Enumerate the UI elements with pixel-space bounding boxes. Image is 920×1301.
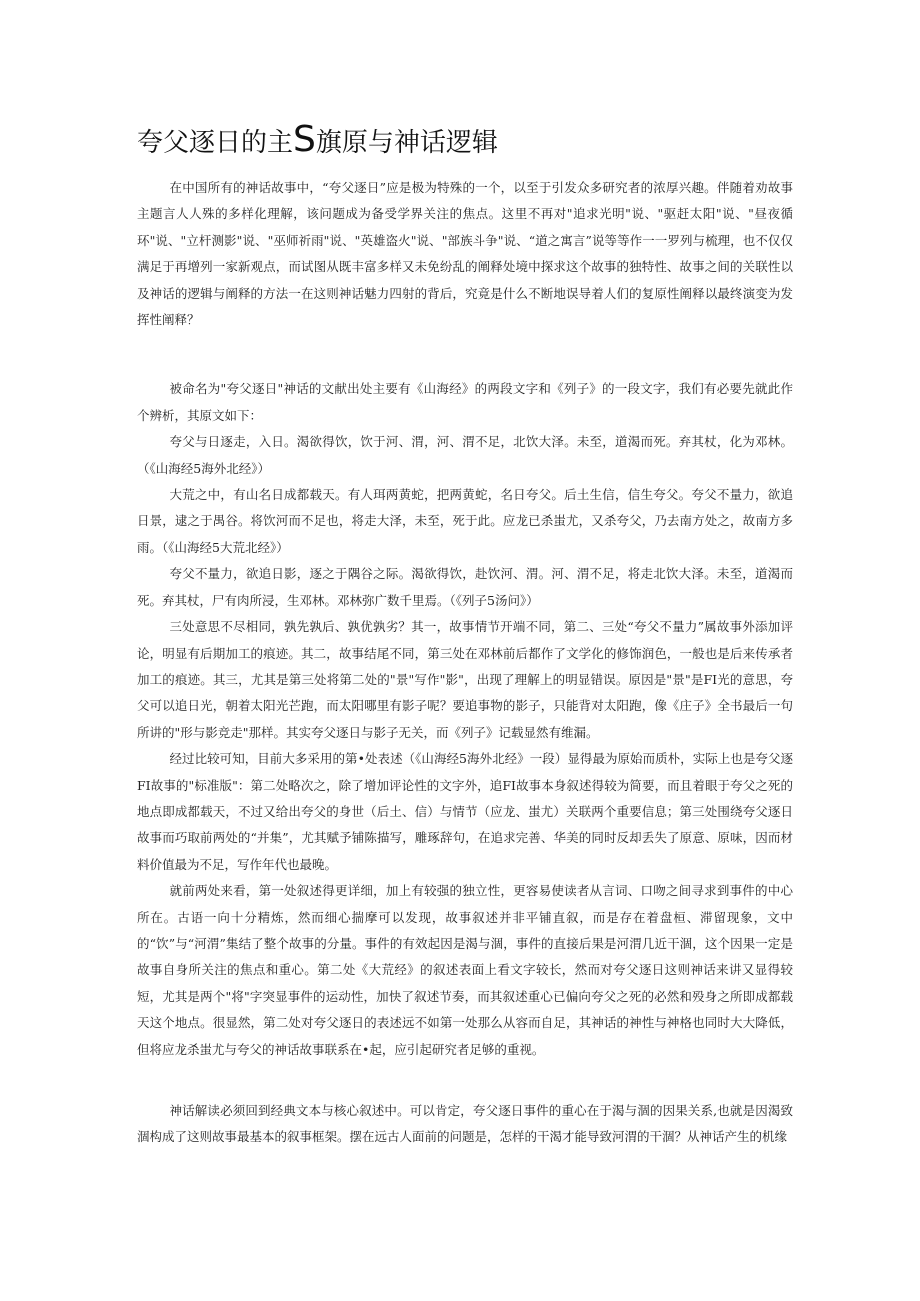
paragraph-interpretation: 神话解读必须回到经典文本与核心叙述中。可以肯定，夸父逐日事件的重心在于渴与涸的因果关系,也就是因渴致涸构成了这则故事最基本的叙事框架。摆在远古人面前的问题是，怎样的干渴才能导致河渭的干涸？从神话产生的机缘 <box>137 1103 793 1145</box>
paragraph-sources: 被命名为"夸父逐日"神话的文献出处主要有《山海经》的两段文字和《列子》的一段文字，我们有必要先就此作个辨析，其原文如下： <box>137 381 793 423</box>
quote-haiwai-beijing: 夸父与日逐走，入日。渴欲得饮，饮于河、渭，河、渭不足，北饮大泽。未至，道渴而死。弃其杖，化为邓林。（《山海经5海外北经》） <box>137 434 793 476</box>
title-part-1: 夸父逐日的主 <box>137 128 294 158</box>
quote-liezi-tangwen: 夸父不量力，欲追日影，逐之于隅谷之际。渴欲得饮，赴饮河、渭。河、渭不足，将走北饮大泽。未至，道渴而死。弃其杖，尸有肉所浸，生邓林。邓林弥广数千里焉。（《列子5汤问》） <box>137 566 793 608</box>
paragraph-analysis: 就前两处来看，第一处叙述得更详细，加上有较强的独立性，更容易使读者从言词、口吻之间寻求到事件的中心所在。古语一向十分精炼，然而细心揣摩可以发现，故事叙述并非平铺直叙，而是存在着盘桓、滞留现象，文中的“饮”与“河渭”集结了整个故事的分量。事件的有效起因是渴与涸，事件的直接后果是河渭几近干涸，这个因果一定是故事自身所关注的焦点和重心。第二处《大荒经》的叙述表面上看文字较长，然而对夸父逐日这则神话来讲又显得较短，尤其是两个"将"字突显事件的运动性，加快了叙述节奏，而其叙述重心已偏向夸父之死的必然和殁身之所即成都载天这个地点。很显然，第二处对夸父逐日的表述远不如第一处那么从容而自足，其神话的神性与神格也同时大大降低，但将应龙杀蚩尤与夸父的神话故事联系在•起，应引起研究者足够的重视。 <box>137 883 793 1057</box>
title-part-3: 旗原与神话逻辑 <box>315 128 498 158</box>
document-page <box>137 0 793 1151</box>
title-part-2: S <box>293 119 316 160</box>
document-title <box>137 119 793 161</box>
paragraph-comparison: 三处意思不尽相同，孰先孰后、孰优孰劣？其一，故事情节开端不同，第二、三处“夸父不量力”属故事外添加评论，明显有后期加工的痕迹。其二，故事结尾不同，第三处在邓林前后都作了文学化的修饰润色，一般也是后来传承者加工的痕迹。其三，尤其是第三处将第二处的"景"写作"影"，出现了理解上的明显错误。原因是"景"是FI光的意思，夸父可以追日光，朝着太阳光芒跑，而太阳哪里有影子呢？要追事物的影子，只能背对太阳跑，像《庄子》全书最后一句所讲的"形与影竞走"那样。其实夸父逐日与影子无关，而《列子》记载显然有维漏。 <box>137 619 793 740</box>
quote-dahuang-beijing: 大荒之中，有山名日成都载天。有人珥两黄蛇，把两黄蛇，名日夸父。后土生信，信生夸父。夸父不量力，欲追日景，逮之于禺谷。将饮河而不足也，将走大泽，未至，死于此。应龙已杀蚩尤，又杀夸父，乃去南方处之，故南方多雨。（《山海经5大荒北经》） <box>137 487 793 555</box>
paragraph-intro: 在中国所有的神话故事中，“夸父逐日”应是极为特殊的一个，以至于引发众多研究者的浓厚兴趣。伴随着劝故事主题言人人殊的多样化理解，该问题成为备受学界关注的焦点。这里不再对"追求光明"说、"驱赶太阳"说、"昼夜循环"说、"立杆测影"说、"巫师祈雨"说、"英雄盗火"说、"部族斗争"说、“道之寓言”说等等作一一罗列与梳理，也不仅仅满足于再增列一家新观点，而试图从既丰富多样又未免纷乱的阐释处境中探求这个故事的独特性、故事之间的关联性以及神话的逻辑与阐释的方法一在这则神话魅力四射的背后，究竟是什么不断地误导着人们的复原性阐释以最终演变为发挥性阐释？ <box>137 180 793 328</box>
paragraph-evaluation: 经过比较可知，目前大多采用的第•处表述（《山海经5海外北经》一段）显得最为原始而质朴，实际上也是夸父逐FI故事的"标准版"：第二处略次之，除了增加评论性的文字外，追FI故事本身叙述得较为简要，而且着眼于夸父之死的地点即成都载天，不过又给出夸父的身世（后土、信）与情节（应龙、蚩尤）关联两个重要信息；第三处围绕夸父逐日故事而巧取前两处的“并集”，尤其赋予铺陈描写，雕琢辞句，在追求完善、华美的同时反却丢失了原意、原味，因而材料价值最为不足，写作年代也最晚。 <box>137 751 793 872</box>
